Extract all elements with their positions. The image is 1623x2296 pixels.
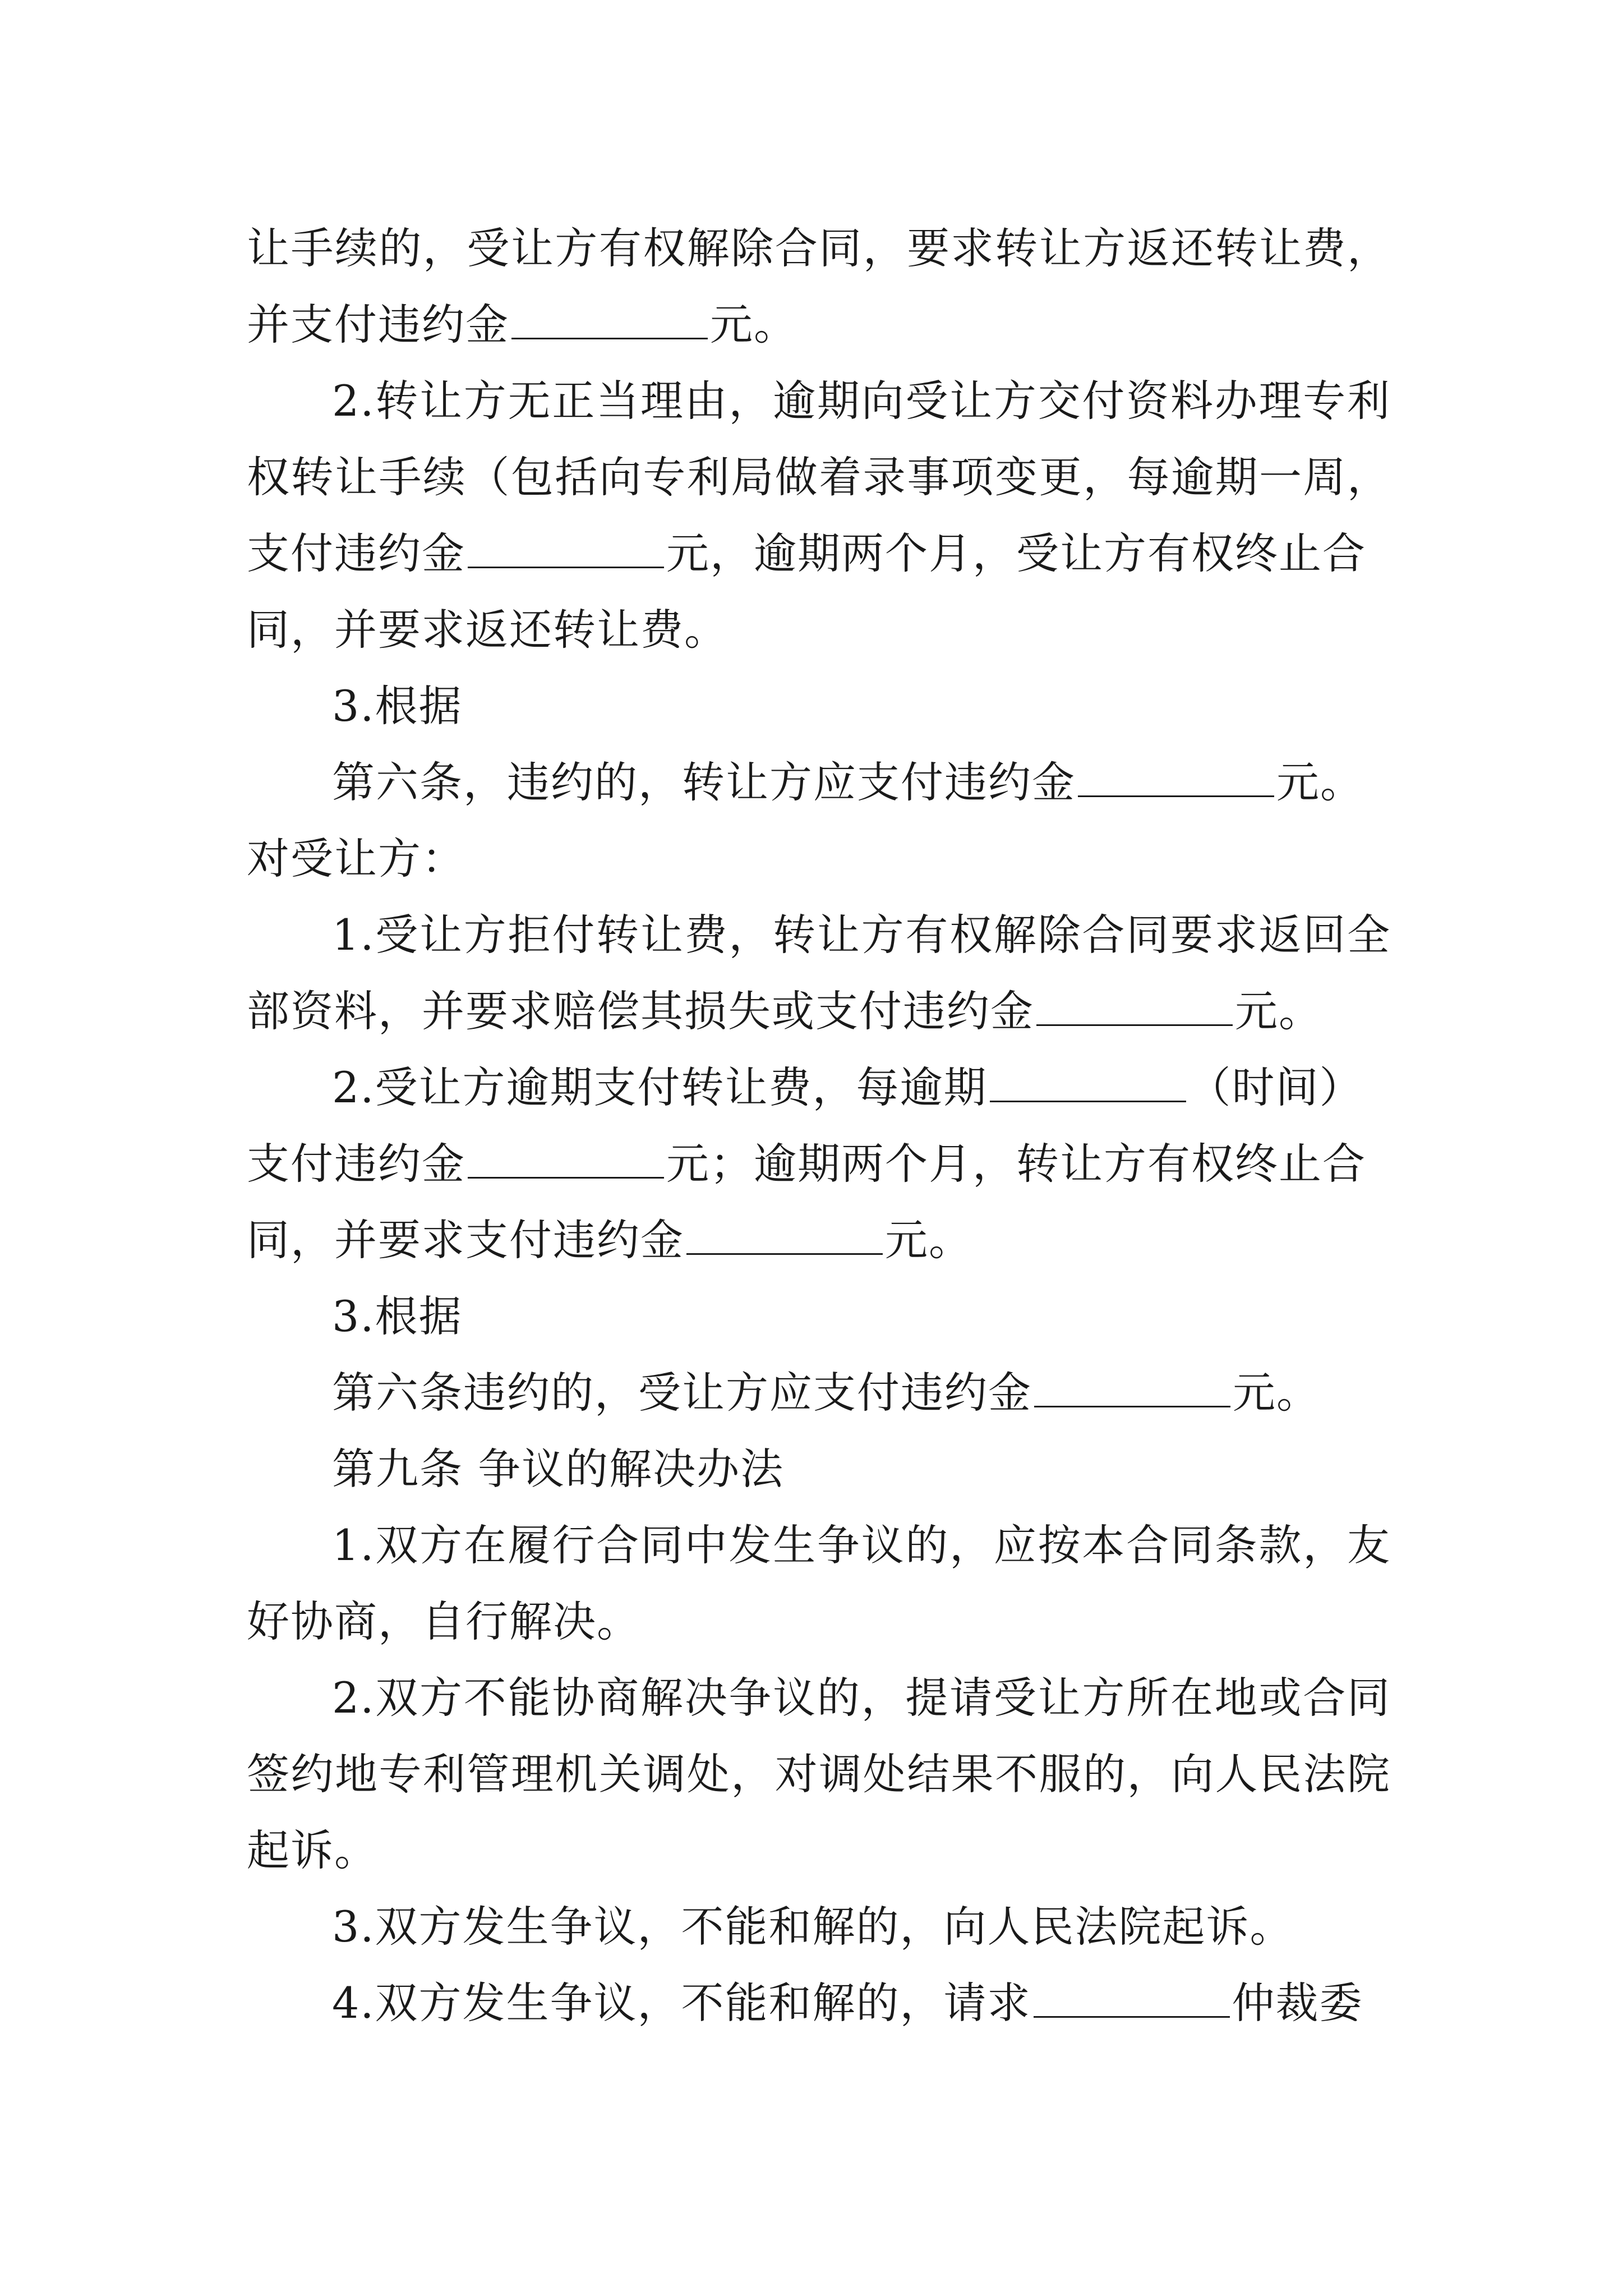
text-line <box>247 1355 1391 1431</box>
text-line <box>247 1278 1391 1355</box>
text-segment: 支付违约金 <box>247 528 465 578</box>
text-segment: 元，逾期两个月，受让方有权终止合 <box>666 528 1366 578</box>
text-segment: 4.双方发生争议，不能和解的，请求 <box>332 1978 1031 2028</box>
text-line <box>247 363 1391 439</box>
text-segment: 权转让手续（包括向专利局做着录事项变更，每逾期一周， <box>247 452 1391 502</box>
text-segment: 2.受让方逾期支付转让费，每逾期 <box>332 1062 988 1112</box>
text-segment: 支付违约金 <box>247 1139 465 1189</box>
text-segment: 同，并要求支付违约金 <box>247 1215 684 1265</box>
text-segment: （时间） <box>1188 1062 1363 1112</box>
text-segment: 元；逾期两个月，转让方有权终止合 <box>666 1139 1366 1189</box>
text-line <box>247 1202 1391 1278</box>
text-segment: 元。 <box>1276 757 1364 807</box>
fill-in-blank <box>686 1220 883 1255</box>
text-segment: 第六条，违约的，转让方应支付违约金 <box>332 757 1076 807</box>
text-segment: 1.双方在履行合同中发生争议的，应按本合同条款，友 <box>332 1520 1391 1570</box>
text-segment: 第六条违约的，受让方应支付违约金 <box>332 1368 1032 1418</box>
text-segment: 元。 <box>1235 986 1322 1036</box>
text-segment: 3.双方发生争议，不能和解的，向人民法院起诉。 <box>332 1902 1294 1952</box>
fill-in-blank <box>1034 1982 1230 2018</box>
text-line <box>247 1660 1391 1736</box>
text-segment: 对受让方： <box>247 834 465 884</box>
text-line <box>247 592 1391 668</box>
text-segment: 签约地专利管理机关调处，对调处结果不服的，向人民法院 <box>247 1749 1391 1799</box>
text-segment: 起诉。 <box>247 1825 378 1875</box>
text-line <box>247 1736 1391 1812</box>
fill-in-blank <box>468 1143 664 1179</box>
text-segment: 3.根据 <box>332 1291 463 1341</box>
text-line <box>247 1889 1391 1965</box>
text-segment: 同，并要求返还转让费。 <box>247 605 728 655</box>
text-segment: 部资料，并要求赔偿其损失或支付违约金 <box>247 986 1034 1036</box>
text-line <box>247 1584 1391 1660</box>
text-segment: 2.双方不能协商解决争议的，提请受让方所在地或合同 <box>332 1673 1391 1723</box>
text-line <box>247 1965 1391 2041</box>
text-line <box>247 821 1391 897</box>
text-line <box>247 1050 1391 1126</box>
text-segment: 元。 <box>885 1215 972 1265</box>
document-page <box>247 210 1391 2041</box>
text-line <box>247 1126 1391 1202</box>
fill-in-blank <box>511 304 708 339</box>
text-segment: 好协商，自行解决。 <box>247 1596 640 1646</box>
text-segment: 3.根据 <box>332 681 463 731</box>
text-segment: 元。 <box>710 300 797 349</box>
text-segment: 第九条 争议的解决办法 <box>332 1444 785 1494</box>
fill-in-blank <box>1036 991 1233 1026</box>
text-segment: 1.受让方拒付转让费，转让方有权解除合同要求返回全 <box>332 910 1391 960</box>
text-line <box>247 897 1391 973</box>
text-segment: 让手续的，受让方有权解除合同，要求转让方返还转让费， <box>247 223 1391 273</box>
fill-in-blank <box>468 533 664 568</box>
text-segment: 仲裁委 <box>1232 1978 1363 2028</box>
section-heading <box>247 1431 1391 1507</box>
text-segment: 元。 <box>1233 1368 1320 1418</box>
fill-in-blank <box>1034 1372 1230 1407</box>
fill-in-blank <box>1078 762 1274 797</box>
text-line <box>247 210 1391 287</box>
text-line <box>247 1507 1391 1584</box>
text-segment: 并支付违约金 <box>247 300 509 349</box>
fill-in-blank <box>990 1067 1186 1102</box>
text-line <box>247 973 1391 1050</box>
text-line <box>247 744 1391 821</box>
text-line <box>247 1812 1391 1889</box>
text-segment: 2.转让方无正当理由，逾期向受让方交付资料办理专利 <box>332 376 1391 426</box>
text-line <box>247 287 1391 363</box>
text-line <box>247 516 1391 592</box>
text-line <box>247 439 1391 516</box>
text-line <box>247 668 1391 744</box>
